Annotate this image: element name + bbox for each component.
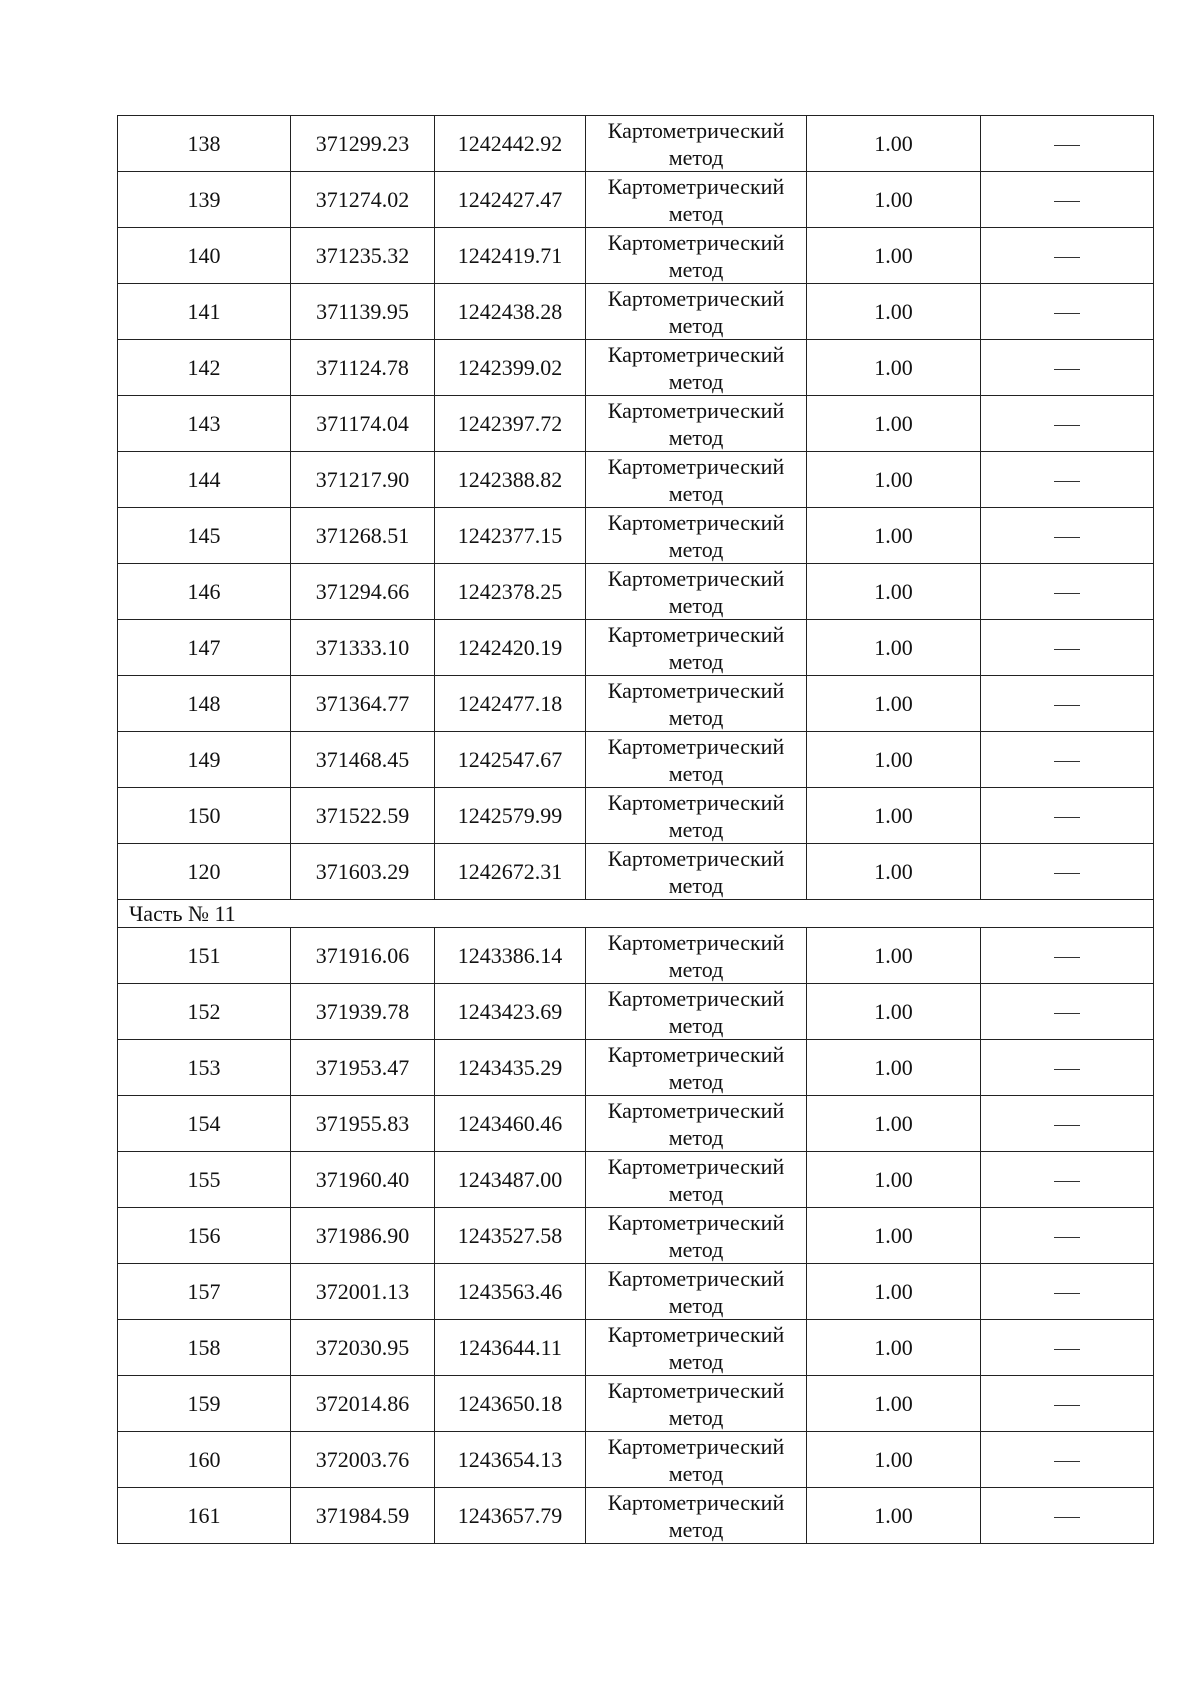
method-line-2: метод — [668, 704, 724, 730]
x-coordinate-cell: 371939.78 — [291, 984, 435, 1040]
note-cell — [981, 788, 1154, 844]
y-coordinate-cell: 1243527.58 — [435, 1208, 586, 1264]
method-line-2: метод — [668, 760, 724, 786]
dash-mark — [1054, 481, 1080, 482]
method-line-2: метод — [668, 144, 724, 170]
table-row — [118, 1040, 1154, 1096]
dash-mark — [1054, 1461, 1080, 1462]
dash-mark — [1054, 1517, 1080, 1518]
accuracy-cell: 1.00 — [807, 396, 981, 452]
accuracy-cell: 1.00 — [807, 172, 981, 228]
point-number-cell: 144 — [118, 452, 291, 508]
note-cell — [981, 564, 1154, 620]
method-line-1: Картометрический — [607, 1265, 785, 1291]
method-line-1: Картометрический — [607, 285, 785, 311]
note-cell — [981, 508, 1154, 564]
x-coordinate-cell: 371268.51 — [291, 508, 435, 564]
point-number-cell: 156 — [118, 1208, 291, 1264]
y-coordinate-cell: 1242547.67 — [435, 732, 586, 788]
dash-mark — [1054, 817, 1080, 818]
method-line-1: Картометрический — [607, 565, 785, 591]
method-line-1: Картометрический — [607, 229, 785, 255]
accuracy-cell: 1.00 — [807, 844, 981, 900]
method-line-1: Картометрический — [607, 397, 785, 423]
accuracy-cell: 1.00 — [807, 452, 981, 508]
y-coordinate-cell: 1242672.31 — [435, 844, 586, 900]
method-line-2: метод — [668, 872, 724, 898]
x-coordinate-cell: 371603.29 — [291, 844, 435, 900]
method-line-2: метод — [668, 1292, 724, 1318]
method-cell — [586, 564, 807, 620]
table-row — [118, 452, 1154, 508]
method-cell — [586, 116, 807, 172]
x-coordinate-cell: 371124.78 — [291, 340, 435, 396]
y-coordinate-cell: 1242427.47 — [435, 172, 586, 228]
note-cell — [981, 676, 1154, 732]
dash-mark — [1054, 425, 1080, 426]
table-row — [118, 284, 1154, 340]
dash-mark — [1054, 1293, 1080, 1294]
table-row — [118, 1264, 1154, 1320]
method-line-1: Картометрический — [607, 621, 785, 647]
point-number-cell: 152 — [118, 984, 291, 1040]
method-cell — [586, 396, 807, 452]
point-number-cell: 154 — [118, 1096, 291, 1152]
accuracy-cell: 1.00 — [807, 508, 981, 564]
method-cell — [586, 340, 807, 396]
coordinates-table-body — [118, 116, 1154, 1544]
y-coordinate-cell: 1242377.15 — [435, 508, 586, 564]
y-coordinate-cell: 1242388.82 — [435, 452, 586, 508]
method-cell — [586, 1040, 807, 1096]
table-row — [118, 1096, 1154, 1152]
point-number-cell: 120 — [118, 844, 291, 900]
method-line-1: Картометрический — [607, 789, 785, 815]
note-cell — [981, 984, 1154, 1040]
method-line-1: Картометрический — [607, 1321, 785, 1347]
method-line-1: Картометрический — [607, 173, 785, 199]
dash-mark — [1054, 593, 1080, 594]
accuracy-cell: 1.00 — [807, 788, 981, 844]
method-line-1: Картометрический — [607, 1041, 785, 1067]
table-row — [118, 928, 1154, 984]
method-line-2: метод — [668, 592, 724, 618]
accuracy-cell: 1.00 — [807, 928, 981, 984]
point-number-cell: 138 — [118, 116, 291, 172]
table-row — [118, 396, 1154, 452]
y-coordinate-cell: 1243650.18 — [435, 1376, 586, 1432]
note-cell — [981, 228, 1154, 284]
y-coordinate-cell: 1242378.25 — [435, 564, 586, 620]
method-line-1: Картометрический — [607, 733, 785, 759]
accuracy-cell: 1.00 — [807, 1208, 981, 1264]
note-cell — [981, 1152, 1154, 1208]
method-cell — [586, 1432, 807, 1488]
dash-mark — [1054, 145, 1080, 146]
x-coordinate-cell: 372001.13 — [291, 1264, 435, 1320]
dash-mark — [1054, 1181, 1080, 1182]
method-cell — [586, 228, 807, 284]
method-cell — [586, 1264, 807, 1320]
y-coordinate-cell: 1242397.72 — [435, 396, 586, 452]
x-coordinate-cell: 371139.95 — [291, 284, 435, 340]
method-line-2: метод — [668, 1068, 724, 1094]
method-line-2: метод — [668, 816, 724, 842]
note-cell — [981, 1208, 1154, 1264]
note-cell — [981, 620, 1154, 676]
accuracy-cell: 1.00 — [807, 1376, 981, 1432]
method-cell — [586, 1376, 807, 1432]
x-coordinate-cell: 371984.59 — [291, 1488, 435, 1544]
point-number-cell: 151 — [118, 928, 291, 984]
accuracy-cell: 1.00 — [807, 676, 981, 732]
note-cell — [981, 1096, 1154, 1152]
y-coordinate-cell: 1243460.46 — [435, 1096, 586, 1152]
method-line-2: метод — [668, 480, 724, 506]
y-coordinate-cell: 1243423.69 — [435, 984, 586, 1040]
table-row — [118, 788, 1154, 844]
note-cell — [981, 732, 1154, 788]
table-row — [118, 1320, 1154, 1376]
x-coordinate-cell: 371217.90 — [291, 452, 435, 508]
table-row — [118, 1376, 1154, 1432]
note-cell — [981, 1040, 1154, 1096]
accuracy-cell: 1.00 — [807, 1096, 981, 1152]
table-row — [118, 1432, 1154, 1488]
dash-mark — [1054, 313, 1080, 314]
method-cell — [586, 732, 807, 788]
point-number-cell: 161 — [118, 1488, 291, 1544]
method-line-2: метод — [668, 1180, 724, 1206]
method-cell — [586, 984, 807, 1040]
dash-mark — [1054, 873, 1080, 874]
method-cell — [586, 676, 807, 732]
point-number-cell: 142 — [118, 340, 291, 396]
method-line-2: метод — [668, 1348, 724, 1374]
table-row — [118, 732, 1154, 788]
y-coordinate-cell: 1243644.11 — [435, 1320, 586, 1376]
point-number-cell: 160 — [118, 1432, 291, 1488]
y-coordinate-cell: 1243563.46 — [435, 1264, 586, 1320]
note-cell — [981, 340, 1154, 396]
table-row — [118, 984, 1154, 1040]
x-coordinate-cell: 371468.45 — [291, 732, 435, 788]
note-cell — [981, 116, 1154, 172]
point-number-cell: 140 — [118, 228, 291, 284]
accuracy-cell: 1.00 — [807, 984, 981, 1040]
table-row — [118, 1488, 1154, 1544]
method-line-2: метод — [668, 368, 724, 394]
point-number-cell: 158 — [118, 1320, 291, 1376]
method-line-2: метод — [668, 648, 724, 674]
point-number-cell: 145 — [118, 508, 291, 564]
method-line-1: Картометрический — [607, 453, 785, 479]
note-cell — [981, 452, 1154, 508]
method-cell — [586, 284, 807, 340]
accuracy-cell: 1.00 — [807, 1152, 981, 1208]
method-line-1: Картометрический — [607, 1097, 785, 1123]
point-number-cell: 150 — [118, 788, 291, 844]
note-cell — [981, 1488, 1154, 1544]
x-coordinate-cell: 371299.23 — [291, 116, 435, 172]
method-line-1: Картометрический — [607, 929, 785, 955]
point-number-cell: 141 — [118, 284, 291, 340]
note-cell — [981, 284, 1154, 340]
table-row — [118, 508, 1154, 564]
note-cell — [981, 928, 1154, 984]
note-cell — [981, 172, 1154, 228]
x-coordinate-cell: 371955.83 — [291, 1096, 435, 1152]
point-number-cell: 159 — [118, 1376, 291, 1432]
section-header-row — [118, 900, 1154, 928]
note-cell — [981, 396, 1154, 452]
point-number-cell: 143 — [118, 396, 291, 452]
dash-mark — [1054, 649, 1080, 650]
dash-mark — [1054, 1069, 1080, 1070]
y-coordinate-cell: 1242579.99 — [435, 788, 586, 844]
dash-mark — [1054, 1125, 1080, 1126]
x-coordinate-cell: 371986.90 — [291, 1208, 435, 1264]
table-row — [118, 620, 1154, 676]
method-line-2: метод — [668, 1404, 724, 1430]
accuracy-cell: 1.00 — [807, 1264, 981, 1320]
x-coordinate-cell: 372030.95 — [291, 1320, 435, 1376]
table-row — [118, 844, 1154, 900]
method-cell — [586, 1096, 807, 1152]
method-line-1: Картометрический — [607, 985, 785, 1011]
table-row — [118, 340, 1154, 396]
method-line-1: Картометрический — [607, 1433, 785, 1459]
table-row — [118, 116, 1154, 172]
dash-mark — [1054, 761, 1080, 762]
table-row — [118, 228, 1154, 284]
method-line-2: метод — [668, 256, 724, 282]
dash-mark — [1054, 1013, 1080, 1014]
method-cell — [586, 1488, 807, 1544]
accuracy-cell: 1.00 — [807, 1488, 981, 1544]
method-cell — [586, 620, 807, 676]
coordinates-table — [117, 115, 1154, 1544]
accuracy-cell: 1.00 — [807, 620, 981, 676]
y-coordinate-cell: 1243657.79 — [435, 1488, 586, 1544]
method-line-2: метод — [668, 1460, 724, 1486]
method-cell — [586, 172, 807, 228]
x-coordinate-cell: 371953.47 — [291, 1040, 435, 1096]
y-coordinate-cell: 1243654.13 — [435, 1432, 586, 1488]
method-line-2: метод — [668, 956, 724, 982]
dash-mark — [1054, 257, 1080, 258]
method-line-2: метод — [668, 1124, 724, 1150]
method-cell — [586, 928, 807, 984]
method-cell — [586, 788, 807, 844]
method-line-1: Картометрический — [607, 1153, 785, 1179]
y-coordinate-cell: 1242420.19 — [435, 620, 586, 676]
x-coordinate-cell: 371235.32 — [291, 228, 435, 284]
x-coordinate-cell: 371274.02 — [291, 172, 435, 228]
dash-mark — [1054, 1349, 1080, 1350]
note-cell — [981, 1264, 1154, 1320]
y-coordinate-cell: 1242442.92 — [435, 116, 586, 172]
method-line-2: метод — [668, 200, 724, 226]
y-coordinate-cell: 1242419.71 — [435, 228, 586, 284]
table-row — [118, 1208, 1154, 1264]
method-cell — [586, 508, 807, 564]
x-coordinate-cell: 371333.10 — [291, 620, 435, 676]
point-number-cell: 146 — [118, 564, 291, 620]
dash-mark — [1054, 957, 1080, 958]
point-number-cell: 148 — [118, 676, 291, 732]
method-line-2: метод — [668, 1012, 724, 1038]
note-cell — [981, 1320, 1154, 1376]
accuracy-cell: 1.00 — [807, 564, 981, 620]
dash-mark — [1054, 369, 1080, 370]
x-coordinate-cell: 372014.86 — [291, 1376, 435, 1432]
method-cell — [586, 1320, 807, 1376]
method-line-2: метод — [668, 312, 724, 338]
method-line-1: Картометрический — [607, 341, 785, 367]
method-line-1: Картометрический — [607, 1489, 785, 1515]
method-line-1: Картометрический — [607, 677, 785, 703]
note-cell — [981, 844, 1154, 900]
accuracy-cell: 1.00 — [807, 1432, 981, 1488]
dash-mark — [1054, 537, 1080, 538]
point-number-cell: 147 — [118, 620, 291, 676]
accuracy-cell: 1.00 — [807, 732, 981, 788]
method-line-2: метод — [668, 536, 724, 562]
accuracy-cell: 1.00 — [807, 284, 981, 340]
note-cell — [981, 1376, 1154, 1432]
method-cell — [586, 452, 807, 508]
x-coordinate-cell: 371174.04 — [291, 396, 435, 452]
y-coordinate-cell: 1243487.00 — [435, 1152, 586, 1208]
x-coordinate-cell: 371294.66 — [291, 564, 435, 620]
table-row — [118, 564, 1154, 620]
method-line-1: Картометрический — [607, 509, 785, 535]
table-row — [118, 1152, 1154, 1208]
point-number-cell: 153 — [118, 1040, 291, 1096]
accuracy-cell: 1.00 — [807, 228, 981, 284]
section-label: Часть № 11 — [118, 900, 1154, 928]
method-line-1: Картометрический — [607, 845, 785, 871]
y-coordinate-cell: 1242399.02 — [435, 340, 586, 396]
x-coordinate-cell: 371364.77 — [291, 676, 435, 732]
x-coordinate-cell: 372003.76 — [291, 1432, 435, 1488]
dash-mark — [1054, 705, 1080, 706]
method-line-1: Картометрический — [607, 1209, 785, 1235]
y-coordinate-cell: 1242438.28 — [435, 284, 586, 340]
note-cell — [981, 1432, 1154, 1488]
dash-mark — [1054, 1237, 1080, 1238]
dash-mark — [1054, 201, 1080, 202]
point-number-cell: 155 — [118, 1152, 291, 1208]
accuracy-cell: 1.00 — [807, 1320, 981, 1376]
accuracy-cell: 1.00 — [807, 1040, 981, 1096]
point-number-cell: 139 — [118, 172, 291, 228]
dash-mark — [1054, 1405, 1080, 1406]
x-coordinate-cell: 371916.06 — [291, 928, 435, 984]
method-line-2: метод — [668, 1516, 724, 1542]
method-line-1: Картометрический — [607, 1377, 785, 1403]
x-coordinate-cell: 371522.59 — [291, 788, 435, 844]
x-coordinate-cell: 371960.40 — [291, 1152, 435, 1208]
accuracy-cell: 1.00 — [807, 116, 981, 172]
method-cell — [586, 844, 807, 900]
y-coordinate-cell: 1243386.14 — [435, 928, 586, 984]
table-row — [118, 172, 1154, 228]
accuracy-cell: 1.00 — [807, 340, 981, 396]
y-coordinate-cell: 1242477.18 — [435, 676, 586, 732]
method-line-2: метод — [668, 1236, 724, 1262]
point-number-cell: 157 — [118, 1264, 291, 1320]
point-number-cell: 149 — [118, 732, 291, 788]
y-coordinate-cell: 1243435.29 — [435, 1040, 586, 1096]
method-cell — [586, 1208, 807, 1264]
method-cell — [586, 1152, 807, 1208]
table-row — [118, 676, 1154, 732]
method-line-2: метод — [668, 424, 724, 450]
method-line-1: Картометрический — [607, 117, 785, 143]
